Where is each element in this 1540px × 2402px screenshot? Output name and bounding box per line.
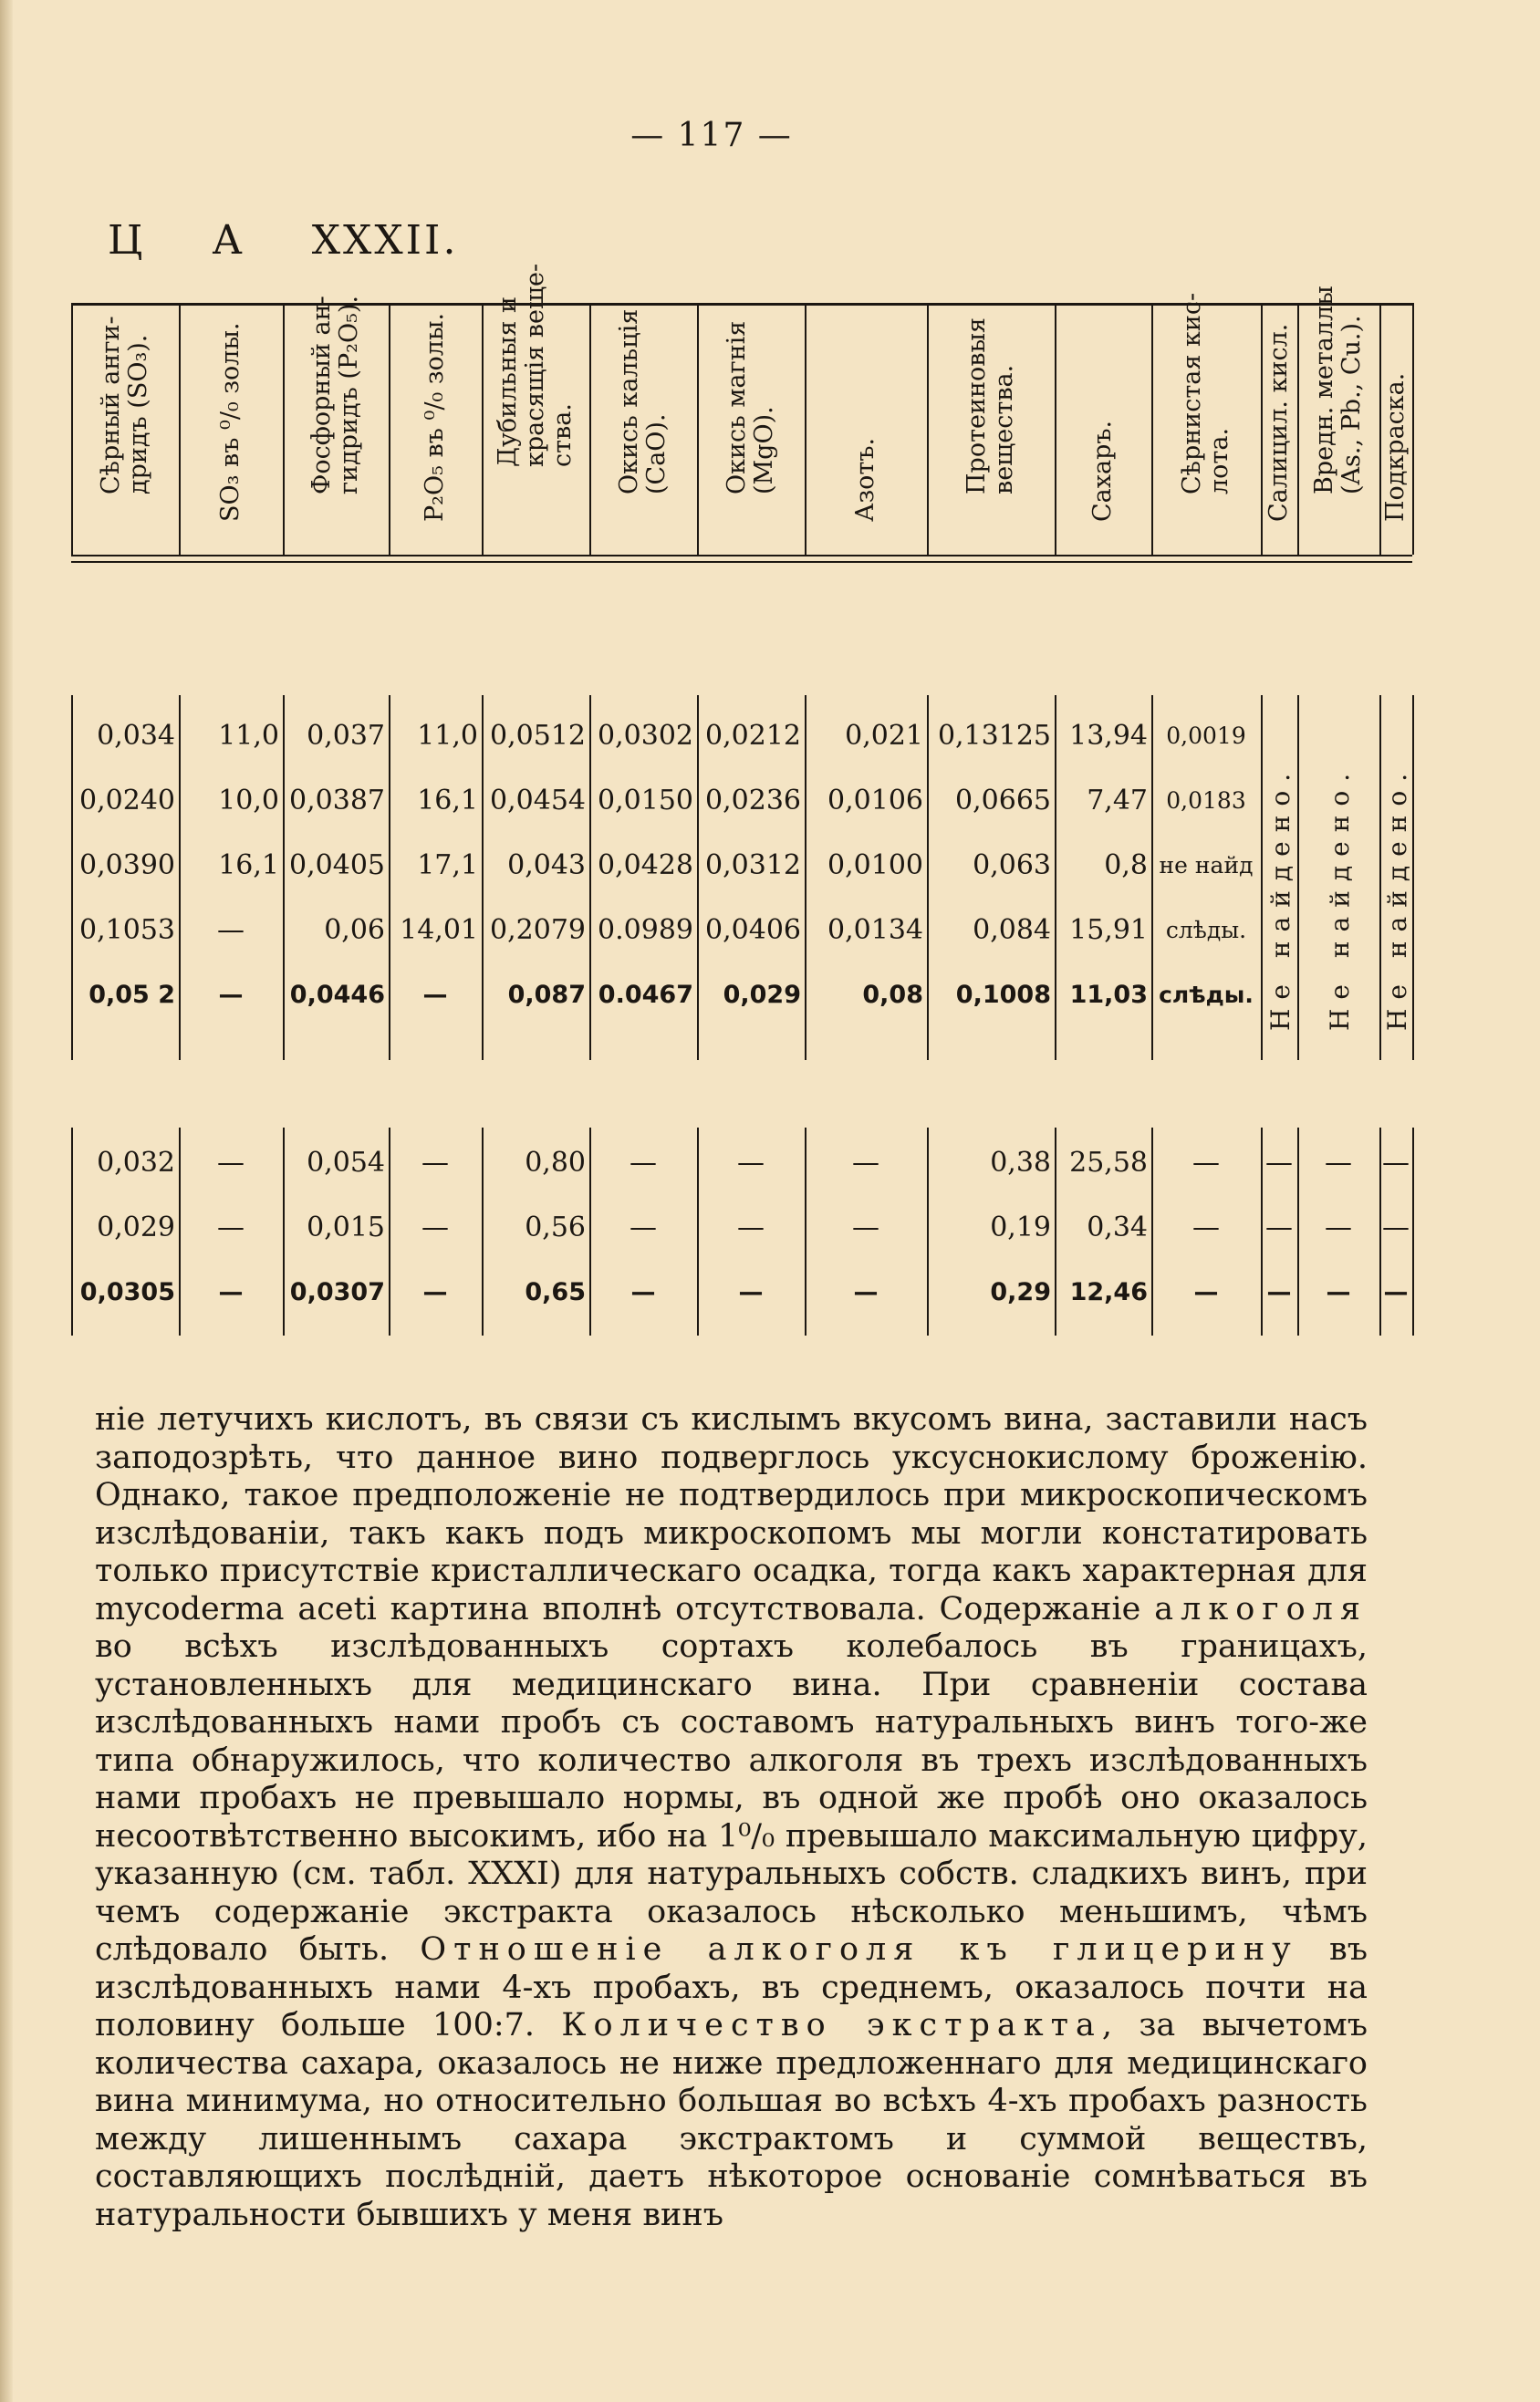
table-cell: — <box>1192 1211 1220 1243</box>
table-cell: 0,0428 <box>598 849 693 881</box>
table-cell: — <box>1325 1147 1352 1179</box>
table-cell: — <box>1192 1147 1220 1179</box>
table-cell: — <box>630 1278 656 1306</box>
table-cell: 0,05 2 <box>88 981 175 1009</box>
column-header-label: Сахаръ. <box>1088 420 1117 522</box>
column-header-label: Сѣрнистая кис- лота. <box>1178 292 1233 494</box>
body-text-run: въ изслѣдованныхъ нами 4-хъ пробахъ, въ среднемъ, оказалось почти на половину больше 100:7. <box>95 1931 1368 2043</box>
table-cell: 0,0446 <box>289 981 385 1009</box>
table-cell: — <box>421 1147 449 1179</box>
table-cell: 0,0406 <box>705 914 801 946</box>
table-cell: 0,029 <box>97 1211 175 1243</box>
table-cell: 0,38 <box>990 1147 1051 1179</box>
table-cell: слѣды. <box>1165 917 1247 943</box>
emphasis-extract: Количество экстракта <box>561 2007 1102 2043</box>
table-cell: 0,34 <box>1087 1211 1148 1243</box>
emphasis-ratio: Отношеніе алкоголя къ глицерину <box>420 1931 1298 1968</box>
page-left-edge <box>0 0 13 2402</box>
table-cell: 0,063 <box>973 849 1051 881</box>
table-cell: 11,03 <box>1069 981 1148 1009</box>
column-header-label: Дубильныя и красящія веще- ства. <box>494 263 577 467</box>
column-header <box>71 310 179 549</box>
column-header-label: Протеиновыя вещества. <box>962 317 1018 494</box>
table-cell: 12,46 <box>1069 1278 1148 1306</box>
table-cell: 0,0312 <box>705 849 801 881</box>
table-cell: 17,1 <box>417 849 478 881</box>
table-cell: 0,029 <box>723 981 801 1009</box>
column-header-label: SO₃ въ ⁰/₀ золы. <box>216 322 245 522</box>
merged-not-found-cell: Не найдено. <box>1265 764 1295 1031</box>
column-header <box>1297 286 1379 549</box>
column-header-label: Сѣрный анги- дридъ (SO₃). <box>97 316 152 494</box>
table-cell: 0,043 <box>507 849 586 881</box>
table-cell: — <box>1325 1211 1352 1243</box>
table-cell: — <box>630 1211 657 1243</box>
table-cell: 0,0183 <box>1166 787 1246 814</box>
table-cell: — <box>1266 1278 1292 1306</box>
table-cell: 0,1053 <box>79 914 175 946</box>
column-rule <box>1412 1128 1414 1336</box>
table-cell: 0.0989 <box>598 914 693 946</box>
table-cell: 13,94 <box>1069 720 1148 752</box>
table-cell: 0,015 <box>307 1211 385 1243</box>
table-cell: — <box>1382 1147 1410 1179</box>
column-header <box>1379 310 1412 549</box>
column-header-label: Окись магнія (MgO). <box>723 320 778 494</box>
table-cell: — <box>737 1147 765 1179</box>
table-cell: 0,65 <box>525 1278 586 1306</box>
header-rule <box>71 555 1412 556</box>
table-cell: 0,037 <box>307 720 385 752</box>
table-cell: 0,1008 <box>955 981 1051 1009</box>
column-header <box>697 310 805 549</box>
merged-not-found-cell: Не найдено. <box>1325 764 1355 1031</box>
body-text-run: , за вычетомъ количества сахара, оказалось не ниже предложеннаго для медицинскаго вина минимума, но относительно большая во всѣхъ 4-хъ пробахъ разность между лишеннымъ сахара экстрактомъ и суммой веществъ, составляющихъ послѣдній, даетъ нѣкоторое основаніе сомнѣваться въ натуральности бывшихъ у меня винъ <box>95 2007 1368 2233</box>
column-header <box>1151 292 1261 549</box>
column-header <box>283 295 389 549</box>
column-rule <box>1412 303 1414 555</box>
column-header-label: Подкраска. <box>1381 372 1410 522</box>
table-cell: — <box>217 914 245 946</box>
body-text-run: ніе летучихъ кислотъ, въ связи съ кислымъ вкусомъ вина, заставили насъ заподозрѣть, что данное вино подверглось уксуснокислому броженію. Однако, такое предположеніе не подтвердилось при микроскопическомъ изслѣдованіи, такъ какъ подъ микроскопомъ мы могли констатировать только присутствіе кристаллическаго осадка, тогда какъ характерная для mycoderma aceti картина вполнѣ отсутствовала. Содержаніе <box>95 1401 1368 1627</box>
table-cell: — <box>737 1211 765 1243</box>
table-cell: 10,0 <box>218 785 279 816</box>
table-row <box>71 843 1412 889</box>
table-cell: 0,0150 <box>598 785 693 816</box>
table-cell: — <box>217 1211 245 1243</box>
column-header <box>389 310 482 549</box>
table-cell: 0,0454 <box>490 785 586 816</box>
table-cell: 0,054 <box>307 1147 385 1179</box>
table-cell: 11,0 <box>417 720 478 752</box>
table-title-part: Ц <box>108 217 146 264</box>
table-cell: 0,08 <box>862 981 923 1009</box>
table-cell: — <box>1265 1211 1293 1243</box>
column-header-label: Окись кальція (CaO). <box>615 308 671 494</box>
table-cell: — <box>1383 1278 1409 1306</box>
emphasis-alcohol: алкоголя <box>1154 1590 1368 1627</box>
column-header <box>927 310 1055 549</box>
column-header <box>589 310 697 549</box>
table-cell: 16,1 <box>417 785 478 816</box>
table-cell: 0,19 <box>990 1211 1051 1243</box>
table-row <box>71 908 1412 953</box>
table-cell: — <box>630 1147 657 1179</box>
table-row <box>71 1270 1412 1315</box>
column-header <box>805 310 927 549</box>
table-cell: 0,13125 <box>937 720 1051 752</box>
table-cell: 0,80 <box>525 1147 586 1179</box>
column-header-label: Салицил. кисл. <box>1264 323 1293 522</box>
table-cell: — <box>422 1278 448 1306</box>
column-header-label: Фосфорный ан- гидридъ (P₂O₅). <box>307 295 363 494</box>
table-cell: — <box>853 1278 879 1306</box>
table-row <box>71 972 1412 1018</box>
table-cell: 0.0467 <box>598 981 693 1009</box>
table-cell: 0,0100 <box>827 849 923 881</box>
table-cell: 0,0134 <box>827 914 923 946</box>
table-title-part: XXXII. <box>311 217 459 264</box>
table-cell: 0,2079 <box>490 914 586 946</box>
table-cell: 0,0019 <box>1166 723 1246 749</box>
table-cell: 0,56 <box>525 1211 586 1243</box>
table-cell: 0,0236 <box>705 785 801 816</box>
table-cell: 0,8 <box>1104 849 1148 881</box>
merged-not-found-cell: Не найдено. <box>1382 764 1412 1031</box>
table-cell: — <box>852 1147 879 1179</box>
table-cell: — <box>1265 1147 1293 1179</box>
column-header <box>179 310 283 549</box>
column-header <box>1261 310 1297 549</box>
table-cell: 0,032 <box>97 1147 175 1179</box>
table-cell: 7,47 <box>1087 785 1148 816</box>
table-cell: 15,91 <box>1069 914 1148 946</box>
table-row <box>71 1205 1412 1251</box>
table-row <box>71 778 1412 824</box>
table-cell: 0,0405 <box>289 849 385 881</box>
table-cell: — <box>422 981 448 1009</box>
column-rule <box>1412 695 1414 1060</box>
table-cell: 0,06 <box>324 914 385 946</box>
table-cell: 0,0387 <box>289 785 385 816</box>
body-text-run: во всѣхъ изслѣдованныхъ сортахъ колебалось въ границахъ, установленныхъ для медицинскаго вина. При сравненіи состава изслѣдованныхъ нами пробъ съ составомъ натуральныхъ винъ того-же типа обнаружилось, что количество алкоголя въ трехъ изслѣдованныхъ нами пробахъ не превышало нормы, въ одной же пробѣ оно оказалось несоотвѣтственно высокимъ, ибо на 1⁰/₀ превышало максимальную цифру, указанную (см. табл. XXXI) для натуральныхъ собств. сладкихъ винъ, при чемъ содержаніе экстракта оказалось нѣсколько меньшимъ, чѣмъ слѣдовало быть. <box>95 1628 1368 1968</box>
table-cell: 0,0240 <box>79 785 175 816</box>
table-cell: 0,0512 <box>490 720 586 752</box>
table-cell: 0,087 <box>507 981 586 1009</box>
table-row <box>71 713 1412 759</box>
table-cell: — <box>852 1211 879 1243</box>
table-cell: не найд <box>1159 852 1254 879</box>
table-row <box>71 1140 1412 1186</box>
table-cell: 0,0665 <box>955 785 1051 816</box>
table-cell: 0,29 <box>990 1278 1051 1306</box>
table-cell: 16,1 <box>218 849 279 881</box>
table-cell: 25,58 <box>1069 1147 1148 1179</box>
table-cell: 11,0 <box>218 720 279 752</box>
table-cell: 0,0212 <box>705 720 801 752</box>
table-cell: — <box>217 1147 245 1179</box>
table-cell: 0,0305 <box>79 1278 175 1306</box>
table-cell: 0,0307 <box>289 1278 385 1306</box>
table-cell: 0,021 <box>845 720 923 752</box>
table-title-part: А <box>212 217 245 264</box>
table-cell: — <box>738 1278 764 1306</box>
column-header-label: Азотъ. <box>851 437 879 522</box>
table-cell: 0,0390 <box>79 849 175 881</box>
column-header-label: P₂O₅ въ ⁰/₀ золы. <box>421 312 449 522</box>
table-cell: 0,0302 <box>598 720 693 752</box>
body-paragraph <box>95 1401 1368 2234</box>
table-cell: — <box>1382 1211 1410 1243</box>
column-header <box>482 263 589 549</box>
table-cell: — <box>218 981 244 1009</box>
table-cell: 0,034 <box>97 720 175 752</box>
column-header-label: Вредн. металлы (As., Pb., Cu.). <box>1310 286 1366 494</box>
table-cell: 0,0106 <box>827 785 923 816</box>
column-header <box>1055 310 1151 549</box>
table-cell: 14,01 <box>400 914 478 946</box>
table-cell: — <box>1193 1278 1219 1306</box>
table-cell: — <box>421 1211 449 1243</box>
table-cell: — <box>1326 1278 1351 1306</box>
page-number: — 117 — <box>630 117 793 154</box>
table-cell: — <box>218 1278 244 1306</box>
table-cell: 0,084 <box>973 914 1051 946</box>
header-rule <box>71 561 1412 563</box>
table-cell: слѣды. <box>1159 982 1254 1008</box>
